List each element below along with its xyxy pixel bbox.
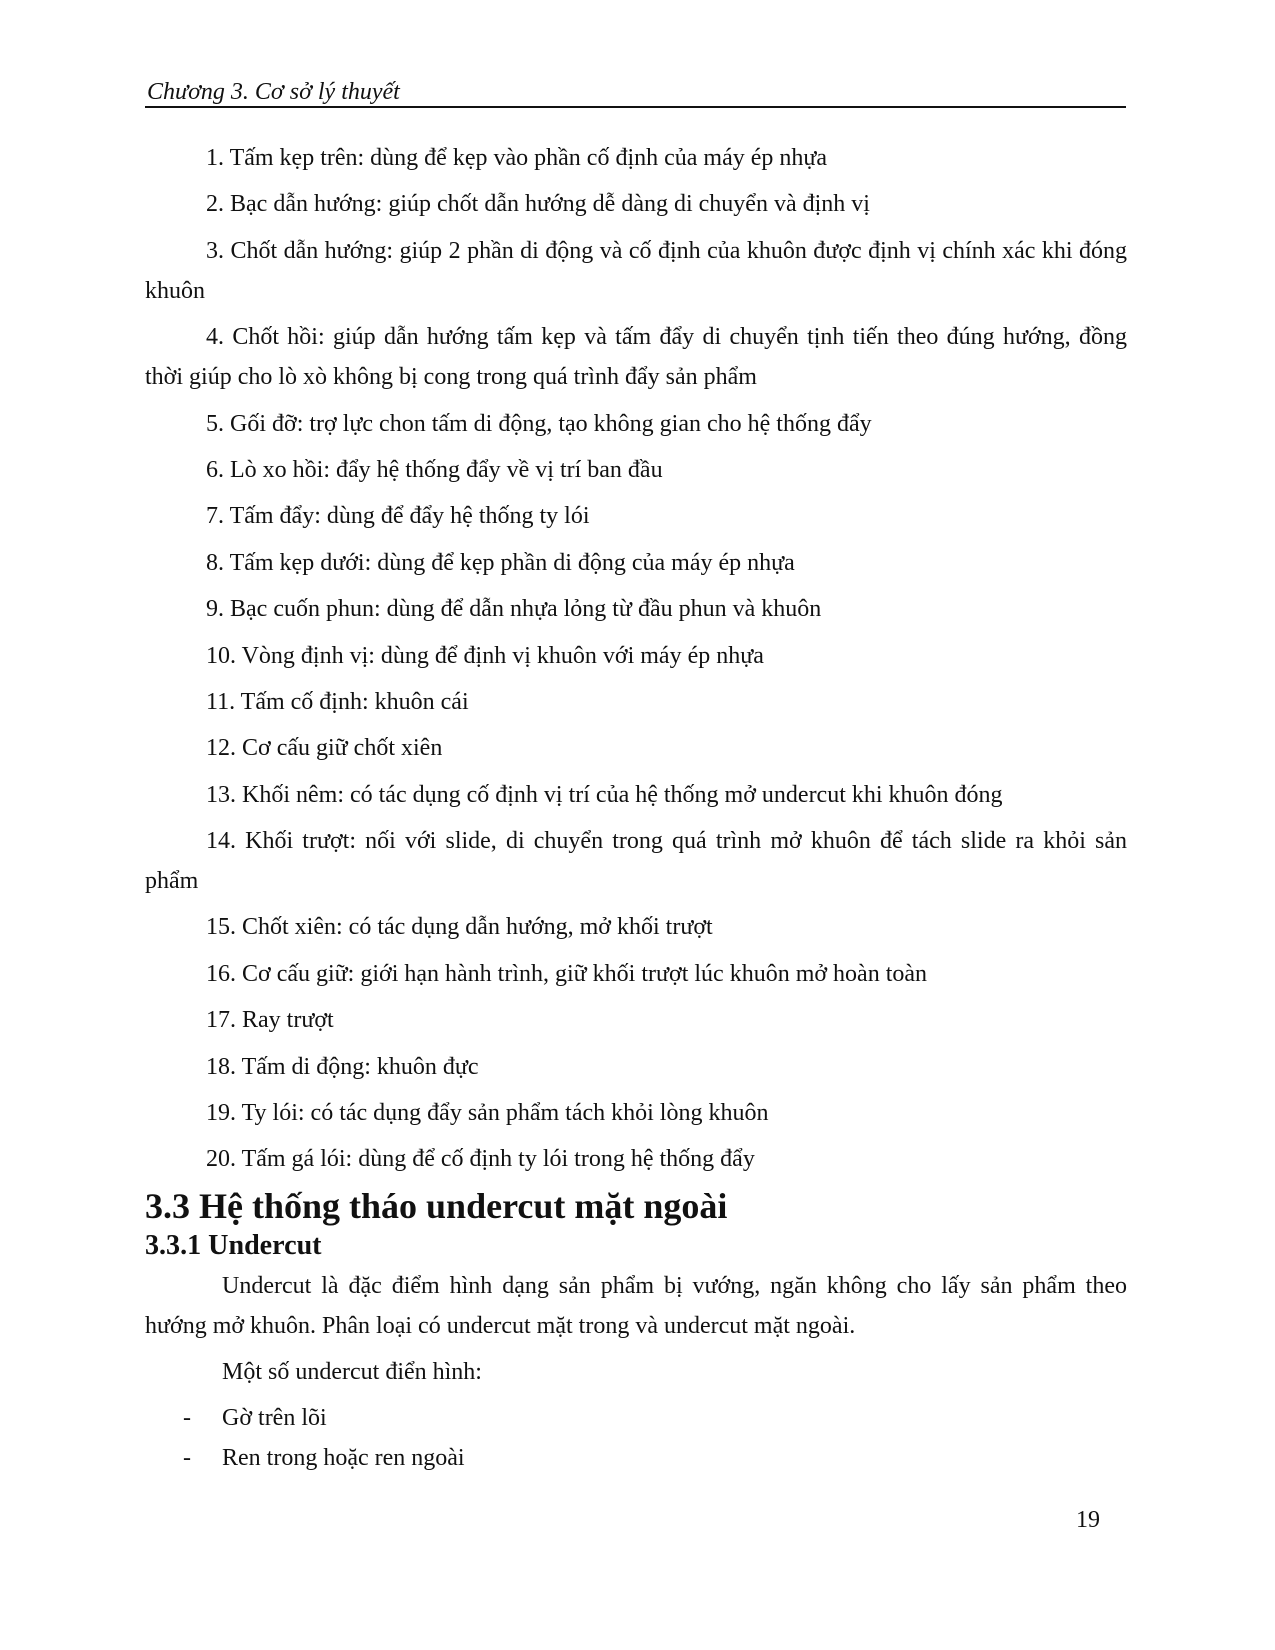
list-item: 5. Gối đỡ: trợ lực chon tấm di động, tạo không gian cho hệ thống đẩy (206, 410, 872, 437)
running-header-title: Chương 3. Cơ sở lý thuyết (147, 79, 400, 105)
bullet-marker: - (183, 1404, 191, 1431)
list-item: 15. Chốt xiên: có tác dụng dẫn hướng, mở khối trượt (206, 914, 713, 941)
list-item: 2. Bạc dẫn hướng: giúp chốt dẫn hướng dễ dàng di chuyển và định vị (206, 191, 870, 218)
list-item: 14. Khối trượt: nối với slide, di chuyển trong quá trình mở khuôn để tách slide ra khỏi sản phẩm (145, 828, 1127, 895)
list-item: 4. Chốt hồi: giúp dẫn hướng tấm kẹp và tấm đẩy di chuyển tịnh tiến theo đúng hướng, đồng thời giúp cho lò xò không bị cong trong quá trình đẩy sản phẩm (145, 324, 1127, 391)
bullet-item (145, 1398, 1127, 1438)
list-item: 16. Cơ cấu giữ: giới hạn hành trình, giữ khối trượt lúc khuôn mở hoàn toàn (206, 960, 928, 987)
paragraph: Một số undercut điển hình: (222, 1358, 482, 1385)
bullet-text: Gờ trên lõi (222, 1404, 327, 1431)
list-item: 20. Tấm gá lói: dùng để cố định ty lói trong hệ thống đẩy (206, 1146, 755, 1173)
running-header (145, 72, 1126, 108)
list-item: 18. Tấm di động: khuôn đực (206, 1053, 479, 1080)
list-item: 1. Tấm kẹp trên: dùng để kẹp vào phần cố định của máy ép nhựa (206, 145, 828, 171)
list-item: 17. Ray trượt (206, 1007, 334, 1034)
list-item: 9. Bạc cuốn phun: dùng để dẫn nhựa lỏng từ đầu phun và khuôn (206, 596, 822, 623)
list-item: 11. Tấm cố định: khuôn cái (206, 688, 469, 715)
list-item: 6. Lò xo hồi: đẩy hệ thống đẩy về vị trí ban đầu (206, 456, 663, 483)
bullet-text: Ren trong hoặc ren ngoài (222, 1444, 465, 1471)
list-item: 10. Vòng định vị: dùng để định vị khuôn với máy ép nhựa (206, 642, 764, 669)
list-item: 3. Chốt dẫn hướng: giúp 2 phần di động và cố định của khuôn được định vị chính xác khi đóng khuôn (145, 237, 1127, 304)
body-text (145, 138, 1127, 1478)
subsection-heading: 3.3.1 Undercut (145, 1229, 322, 1261)
list-item: 8. Tấm kẹp dưới: dùng để kẹp phần di động của máy ép nhựa (206, 549, 795, 576)
list-item: 12. Cơ cấu giữ chốt xiên (206, 735, 443, 762)
page-number: 19 (1076, 1507, 1100, 1533)
section-heading: 3.3 Hệ thống tháo undercut mặt ngoài (145, 1185, 728, 1226)
list-item: 7. Tấm đẩy: dùng để đẩy hệ thống ty lói (206, 503, 590, 530)
bullet-marker: - (183, 1444, 191, 1471)
parts-list (145, 138, 1127, 1179)
list-item: 13. Khối nêm: có tác dụng cố định vị trí của hệ thống mở undercut khi khuôn đóng (206, 781, 1003, 808)
bullet-item (145, 1438, 1127, 1478)
paragraph: Undercut là đặc điểm hình dạng sản phẩm bị vướng, ngăn không cho lấy sản phẩm theo hướng mở khuôn. Phân loại có undercut mặt trong và undercut mặt ngoài. (145, 1272, 1127, 1339)
list-item: 19. Ty lói: có tác dụng đẩy sản phẩm tách khỏi lòng khuôn (206, 1100, 769, 1127)
